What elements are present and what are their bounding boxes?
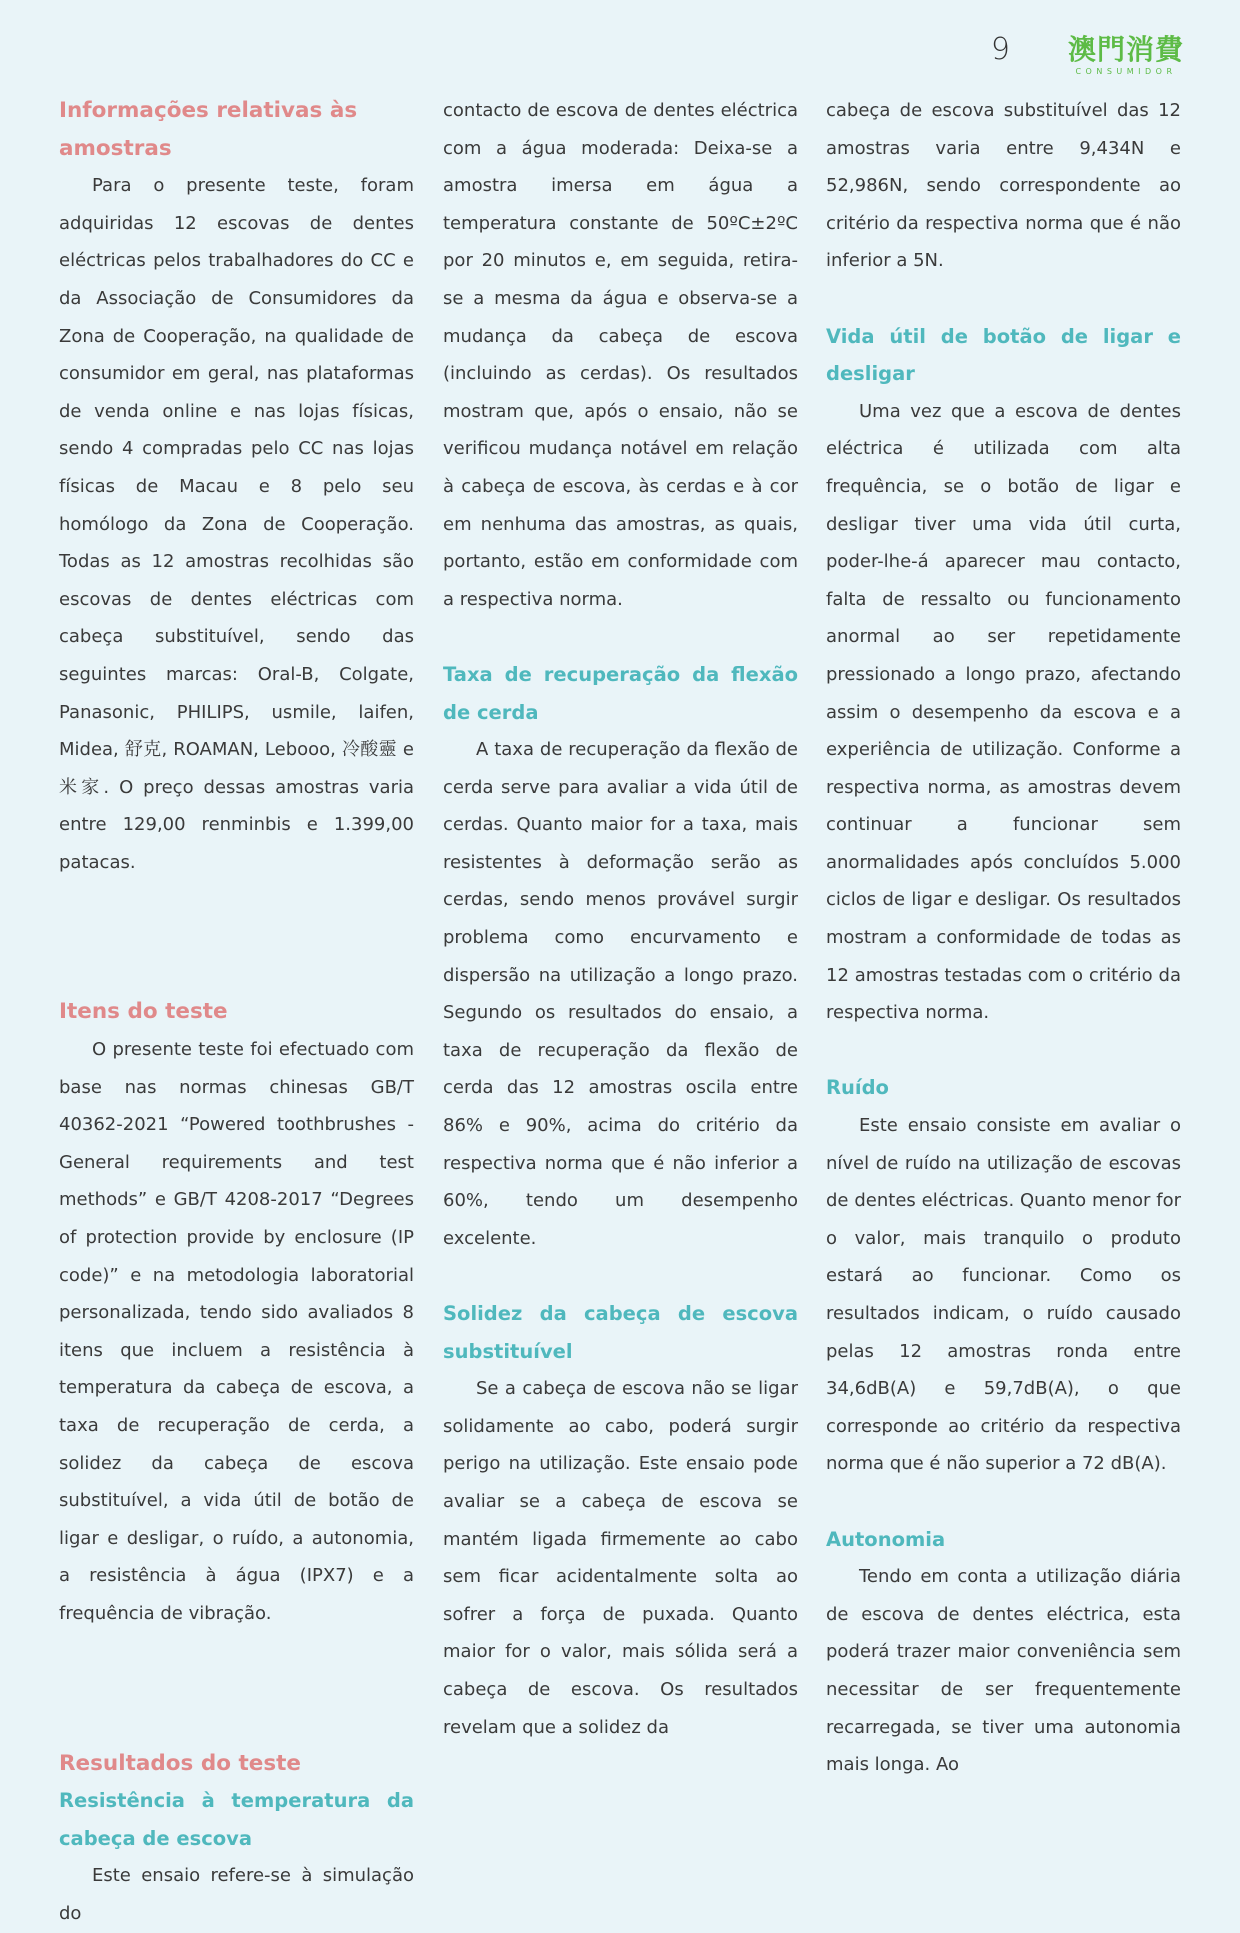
column-1 xyxy=(59,92,414,1933)
column-3 xyxy=(826,92,1181,1784)
paragraph-temperature-start: Este ensaio refere-se à simulação do xyxy=(59,1865,414,1924)
logo-chinese-text: 澳門消費 xyxy=(1067,33,1184,66)
paragraph-head-solidity: Se a cabeça de escova não se ligar solidamente ao cabo, poderá surgir perigo na utilização. Este ensaio pode avaliar se a cabeça de escova se mantém ligada firmemente ao cabo sem ficar acidentalmente solta ao sofrer a força de puxada. Quanto maior for o valor, mais sólida será a cabeça de escova. Os resultados revelam que a solidez da xyxy=(443,1378,798,1738)
heading-autonomy: Autonomia xyxy=(826,1527,946,1551)
paragraph-autonomy: Tendo em conta a utilização diária de escova de dentes eléctrica, esta poderá trazer maior conveniência sem necessitar de ser frequentemente recarregada, se tiver uma autonomia mais longa. Ao xyxy=(826,1566,1181,1776)
page-number: 9 xyxy=(990,32,1010,67)
heading-head-solidity: Solidez da cabeça de escova substituível xyxy=(443,1302,798,1363)
heading-test-items: Itens do teste xyxy=(59,999,228,1025)
heading-head-temperature-resistance: Resistência à temperatura da cabeça de escova xyxy=(59,1789,414,1850)
paragraph-button-lifespan: Uma vez que a escova de dentes eléctrica é utilizada com alta frequência, se o botão de ligar e desligar tiver uma vida útil curta, poder-lhe-á aparecer mau contacto, falta de ressalto ou funcionamento anormal ao ser repetidamente pressionado a longo prazo, afectando assim o desempenho da escova e a experiência de utilização. Conforme a respectiva norma, as amostras devem continuar a funcionar sem anormalidades após concluídos 5.000 ciclos de ligar e desligar. Os resultados mostram a conformidade de todas as 12 amostras testadas com o critério da respectiva norma. xyxy=(826,400,1181,1024)
heading-noise: Ruído xyxy=(826,1076,889,1100)
heading-bristle-recovery: Taxa de recuperação da flexão de cerda xyxy=(443,662,798,724)
paragraph-bristle-recovery: A taxa de recuperação da flexão de cerda serve para avaliar a vida útil de cerdas. Quanto maior for a taxa, mais resistentes à deformação serão as cerdas, sendo menos provável surgir problema como encurvamento e dispersão na utilização a longo prazo. Segundo os resultados do ensaio, a taxa de recuperação da flexão de cerda das 12 amostras oscila entre 86% e 90%, acima do critério da respectiva norma que é não inferior a 60%, tendo um desempenho excelente. xyxy=(443,739,798,1249)
logo-subtext: CONSUMIDOR xyxy=(1075,67,1177,76)
magazine-logo xyxy=(1067,34,1185,77)
heading-sample-info: Informações relativas às amostras xyxy=(59,98,358,161)
heading-button-lifespan: Vida útil de botão de ligar e desligar xyxy=(826,324,1181,386)
heading-test-results: Resultados do teste xyxy=(59,1750,302,1776)
paragraph-test-items: O presente teste foi efectuado com base nas normas chinesas GB/T 40362-2021 “Powered toothbrushes - General requirements and test methods” e GB/T 4208-2017 “Degrees of protection provide by enclosure (IP code)” e na metodologia laboratorial personalizada, tendo sido avaliados 8 itens que incluem a resistência à temperatura da cabeça de escova, a taxa de recuperação de cerda, a solidez da cabeça de escova substituível, a vida útil de botão de ligar e desligar, o ruído, a autonomia, a resistência à água (IPX7) e a frequência de vibração. xyxy=(59,1039,414,1624)
paragraph-solidity-continued: cabeça de escova substituível das 12 amostras varia entre 9,434N e 52,986N, sendo correspondente ao critério da respectiva norma que é não inferior a 5N. xyxy=(826,100,1181,272)
paragraph-noise: Este ensaio consiste em avaliar o nível de ruído na utilização de escovas de dentes eléctricas. Quanto menor for o valor, mais tranquilo o produto estará ao funcionar. Como os resultados indicam, o ruído causado pelas 12 amostras ronda entre 34,6dB(A) e 59,7dB(A), o que corresponde ao critério da respectiva norma que é não superior a 72 dB(A). xyxy=(826,1115,1181,1475)
paragraph-temperature-continued: contacto de escova de dentes eléctrica com a água moderada: Deixa-se a amostra imersa em água a temperatura constante de 50ºC±2ºC por 20 minutos e, em seguida, retira-se a mesma da água e observa-se a mudança da cabeça de escova (incluindo as cerdas). Os resultados mostram que, após o ensaio, não se verificou mudança notável em relação à cabeça de escova, às cerdas e à cor em nenhuma das amostras, as quais, portanto, estão em conformidade com a respectiva norma. xyxy=(443,100,798,610)
paragraph-sample-info: Para o presente teste, foram adquiridas 12 escovas de dentes eléctricas pelos trabalhadores do CC e da Associação de Consumidores da Zona de Cooperação, na qualidade de consumidor em geral, nas plataformas de venda online e nas lojas físicas, sendo 4 compradas pelo CC nas lojas físicas de Macau e 8 pelo seu homólogo da Zona de Cooperação. Todas as 12 amostras recolhidas são escovas de dentes eléctricas com cabeça substituível, sendo das seguintes marcas: Oral-B, Colgate, Panasonic, PHILIPS, usmile, laifen, Midea, 舒克, ROAMAN, Lebooo, 冷酸靈 e 米家. O preço dessas amostras varia entre 129,00 renminbis e 1.399,00 patacas. xyxy=(59,175,414,873)
column-2 xyxy=(443,92,798,1746)
